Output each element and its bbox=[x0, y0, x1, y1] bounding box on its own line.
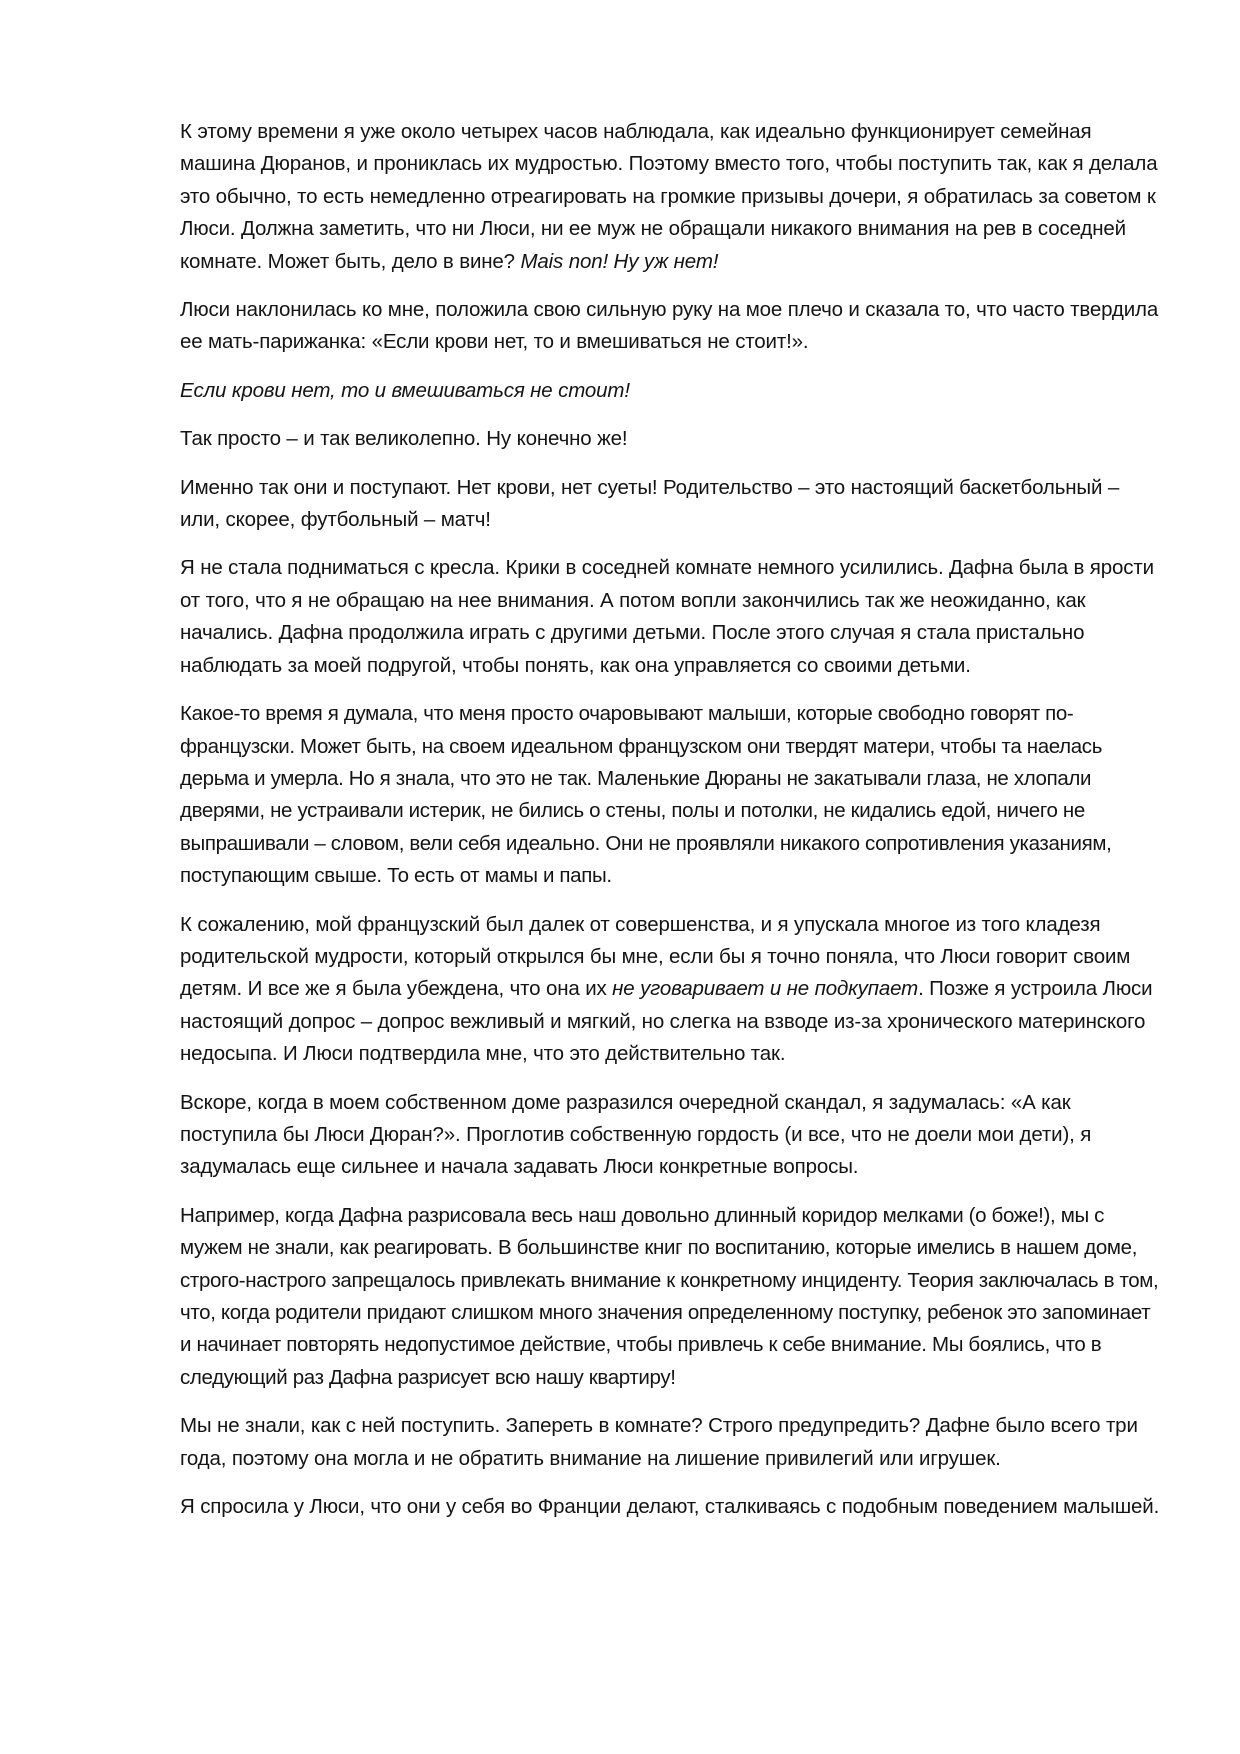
paragraph-3 bbox=[180, 375, 1160, 407]
paragraph-6 bbox=[180, 552, 1160, 682]
paragraph-5 bbox=[180, 472, 1160, 537]
document-page bbox=[180, 116, 1160, 1539]
paragraph-1 bbox=[180, 116, 1160, 278]
paragraph-1-text: К этому времени я уже около четырех часов наблюдала, как идеально функционирует семейная машина Дюранов, и прониклась их мудростью. Поэтому вместо того, чтобы поступить так, как я делала это обычно, то есть немедленно отреагировать на громкие призывы дочери, я обратилась за советом к Люси. Должна заметить, что ни Люси, ни ее муж не обращали никакого внимания на рев в соседней комнате. Может быть, дело в вине? bbox=[180, 120, 1158, 273]
paragraph-4 bbox=[180, 423, 1160, 455]
paragraph-11-text: Мы не знали, как с ней поступить. Запереть в комнате? Строго предупредить? Дафне было всего три года, поэтому она могла и не обратить внимание на лишение привилегий или игрушек. bbox=[180, 1414, 1138, 1470]
paragraph-1-italic-phrase: Mais non! Ну уж нет! bbox=[520, 249, 719, 273]
paragraph-10-text: Например, когда Дафна разрисовала весь наш довольно длинный коридор мелками (о боже!), мы с мужем не знали, как реагировать. В большинстве книг по воспитанию, которые имелись в нашем доме, строго-настрого запрещалось привлекать внимание к конкретному инциденту. Теория заключалась в том, что, когда родители придают слишком много значения определенному поступку, ребенок это запоминает и начинает повторять недопустимое действие, чтобы привлечь к себе внимание. Мы боялись, что в следующий раз Дафна разрисует всю нашу квартиру! bbox=[180, 1203, 1159, 1389]
paragraph-2-text: Люси наклонилась ко мне, положила свою сильную руку на мое плечо и сказала то, что часто твердила ее мать-парижанка: «Если крови нет, то и вмешиваться не стоит!». bbox=[180, 298, 1159, 354]
paragraph-11 bbox=[180, 1410, 1160, 1475]
paragraph-10 bbox=[180, 1200, 1160, 1394]
paragraph-7-text: Какое-то время я думала, что меня просто очаровывают малыши, которые свободно говорят по-французски. Может быть, на своем идеальном французском они твердят матери, чтобы та наелась дерьма и умерла. Но я знала, что это не так. Маленькие Дюраны не закатывали глаза, не хлопали дверями, не устраивали истерик, не бились о стены, полы и потолки, не кидались едой, ничего не выпрашивали – словом, вели себя идеально. Они не проявляли никакого сопротивления указаниям, поступающим свыше. То есть от мамы и папы. bbox=[180, 702, 1112, 888]
paragraph-8-text-end: . Позже я устроила Люси настоящий допрос – допрос вежливый и мягкий, но слегка на взводе из-за хронического материнского недосыпа. И Люси подтвердила мне, что это действительно так. bbox=[180, 977, 1153, 1066]
paragraph-3-italic-quote: Если крови нет, то и вмешиваться не стоит! bbox=[180, 378, 630, 402]
paragraph-8 bbox=[180, 909, 1160, 1071]
paragraph-7 bbox=[180, 698, 1160, 892]
paragraph-12-text: Я спросила у Люси, что они у себя во Франции делают, сталкиваясь с подобным поведением малышей. bbox=[180, 1495, 1160, 1519]
paragraph-2 bbox=[180, 294, 1160, 359]
paragraph-8-text-start: К сожалению, мой французский был далек от совершенства, и я упускала многое из того кладезя родительской мудрости, который открылся бы мне, если бы я точно поняла, что Люси говорит своим детям. И все же я была убеждена, что она их bbox=[180, 912, 1131, 1001]
paragraph-9-text: Вскоре, когда в моем собственном доме разразился очередной скандал, я задумалась: «А как поступила бы Люси Дюран?». Проглотив собственную гордость (и все, что не доели мои дети), я задумалась еще сильнее и начала задавать Люси конкретные вопросы. bbox=[180, 1090, 1092, 1179]
paragraph-8-italic-phrase: не уговаривает и не подкупает bbox=[612, 977, 919, 1001]
paragraph-9 bbox=[180, 1087, 1160, 1184]
paragraph-12 bbox=[180, 1491, 1160, 1523]
paragraph-4-text: Так просто – и так великолепно. Ну конечно же! bbox=[180, 427, 628, 451]
paragraph-6-text: Я не стала подниматься с кресла. Крики в соседней комнате немного усилились. Дафна была в ярости от того, что я не обращаю на нее внимания. А потом вопли закончились так же неожиданно, как начались. Дафна продолжила играть с другими детьми. После этого случая я стала пристально наблюдать за моей подругой, чтобы понять, как она управляется со своими детьми. bbox=[180, 556, 1154, 677]
paragraph-5-text: Именно так они и поступают. Нет крови, нет суеты! Родительство – это настоящий баскетбольный – или, скорее, футбольный – матч! bbox=[180, 475, 1120, 532]
